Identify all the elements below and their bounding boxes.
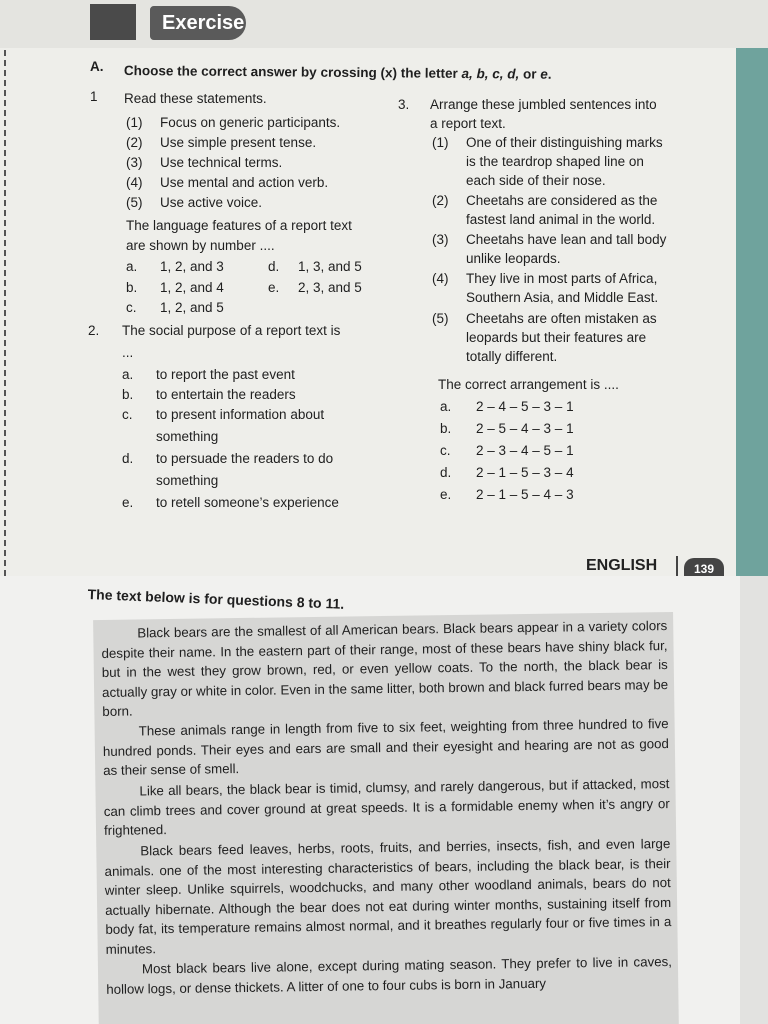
sentence-text: They live in most parts of Africa, <box>466 271 658 286</box>
sentence-text: unlike leopards. <box>466 251 561 266</box>
option-text: 1, 2, and 5 <box>160 300 224 315</box>
section-title: Exercise <box>162 12 245 34</box>
reading-page <box>0 576 768 1024</box>
option-text: 2, 3, and 5 <box>298 280 362 295</box>
section-marker <box>90 4 136 40</box>
option-letter: b. <box>440 421 452 436</box>
option-letter: b. <box>122 387 134 402</box>
sentence-number: (3) <box>432 232 449 247</box>
reading-text-box <box>93 612 679 1024</box>
statement-number: (5) <box>126 195 143 210</box>
option-text: 2 – 1 – 5 – 4 – 3 <box>476 487 574 502</box>
paragraph-1: Black bears are the smallest of all American bears. Black bears appear in a variety colors despite their name. In the eastern part of their range, most of these bears have shiny black fur, but in the west they grow brown, red, or even yellow coats. To the north, the black bear is actually gray or white in color. Even in the same litter, both brown and black furred bears may be born. <box>101 618 669 719</box>
page-number: 139 <box>684 558 724 576</box>
sentence-text: Southern Asia, and Middle East. <box>466 290 659 305</box>
footer-subject: ENGLISH <box>586 557 658 574</box>
option-letter: e. <box>440 487 452 502</box>
option-text: 1, 2, and 3 <box>160 259 224 274</box>
sentence-number: (4) <box>432 271 449 286</box>
sentence-text: One of their distinguishing marks <box>466 135 663 150</box>
option-text: 2 – 1 – 5 – 3 – 4 <box>476 465 574 480</box>
paragraph-2: These animals range in length from five to six feet, weighting from three hundred to five hundred ponds. Their eyes and ears are small and their eyesight and hearing are not as good as their sense of smell. <box>102 716 669 778</box>
instruction-letter: A. <box>90 59 104 74</box>
paragraph-5: Most black bears live alone, except during mating season. They prefer to live in caves, hollow logs, or dense thickets. A litter of one to four cubs is born in January <box>106 954 673 997</box>
option-letter: d. <box>268 259 280 274</box>
sentence-text: fastest land animal in the world. <box>466 212 656 227</box>
option-letter: d. <box>122 451 134 466</box>
option-text: 2 – 3 – 4 – 5 – 1 <box>476 443 574 458</box>
option-letter: e. <box>268 280 280 295</box>
sentence-text: Cheetahs have lean and tall body <box>466 232 667 247</box>
statement-text: Focus on generic participants. <box>160 115 341 130</box>
q2-number: 2. <box>88 323 100 338</box>
sentence-text: each side of their nose. <box>466 173 606 188</box>
sentence-number: (2) <box>432 193 449 208</box>
q3-number: 3. <box>398 97 410 112</box>
instruction: Choose the correct answer by crossing (x) the letter a, b, c, d, or e. <box>123 62 552 82</box>
option-letter: a. <box>440 399 452 414</box>
q1-prompt: Read these statements. <box>124 91 267 106</box>
q3-stem: The correct arrangement is .... <box>438 377 619 392</box>
statement-number: (1) <box>126 115 143 130</box>
option-letter: c. <box>440 443 451 458</box>
q1-stem-line1: The language features of a report text <box>126 218 352 233</box>
statement-number: (2) <box>126 135 143 150</box>
sentence-text: Cheetahs are considered as the <box>466 193 658 208</box>
option-text: to entertain the readers <box>156 387 296 402</box>
q3-prompt-line2: a report text. <box>430 116 506 131</box>
footer-divider <box>676 556 678 576</box>
sentence-number: (5) <box>432 311 449 326</box>
option-text: to report the past event <box>156 367 295 382</box>
sentence-text: is the teardrop shaped line on <box>466 154 644 169</box>
reading-heading: The text below is for questions 8 to 11. <box>87 586 345 612</box>
paragraph-3: Like all bears, the black bear is timid, clumsy, and rarely dangerous, but if attacked, most can climb trees and cover ground at great speeds. It is a formidable enemy when it’s angry or frightened. <box>103 776 670 838</box>
q2-prompt-cont: ... <box>122 345 134 360</box>
statement-number: (4) <box>126 175 143 190</box>
option-letter: c. <box>126 300 137 315</box>
sentence-text: Cheetahs are often mistaken as <box>466 311 657 326</box>
q2-prompt: The social purpose of a report text is <box>122 323 341 338</box>
option-text: something <box>156 473 219 488</box>
option-letter: b. <box>126 280 138 295</box>
statement-number: (3) <box>126 155 143 170</box>
option-letter: a. <box>122 367 134 382</box>
option-text: to retell someone’s experience <box>156 495 339 510</box>
option-text: 1, 3, and 5 <box>298 259 362 274</box>
section-title-tab <box>150 6 246 40</box>
statement-text: Use technical terms. <box>160 155 283 170</box>
sentence-text: totally different. <box>466 349 558 364</box>
page-gutter <box>740 576 768 1024</box>
option-text: 1, 2, and 4 <box>160 280 224 295</box>
option-letter: a. <box>126 259 138 274</box>
background-edge <box>736 0 768 576</box>
sentence-text: leopards but their features are <box>466 330 647 345</box>
paragraph-4: Black bears feed leaves, herbs, roots, fruits, and berries, insects, fish, and even large animals. one of the most interesting characteristics of bears, including the black bear, is their winter sleep. Unlike squirrels, woodchucks, and many other woodland animals, bears do not actually hibernate. Although the bear does not eat during winter months, sustaining itself from body fat, its temperature remains almost normal, and it breathes regularly four or five times in a minutes. <box>104 836 672 957</box>
q3-prompt-line1: Arrange these jumbled sentences into <box>430 97 657 112</box>
statement-text: Use active voice. <box>160 195 263 210</box>
binding-edge <box>4 0 10 576</box>
option-text: 2 – 5 – 4 – 3 – 1 <box>476 421 574 436</box>
statement-text: Use simple present tense. <box>160 135 317 150</box>
option-letter: e. <box>122 495 134 510</box>
option-text: 2 – 4 – 5 – 3 – 1 <box>476 399 574 414</box>
option-text: to persuade the readers to do <box>156 451 334 466</box>
option-letter: d. <box>440 465 452 480</box>
q1-number: 1 <box>90 89 98 104</box>
option-text: to present information about <box>156 407 325 422</box>
q1-stem-line2: are shown by number .... <box>126 238 275 253</box>
option-letter: c. <box>122 407 133 422</box>
statement-text: Use mental and action verb. <box>160 175 329 190</box>
sentence-number: (1) <box>432 135 449 150</box>
option-text: something <box>156 429 219 444</box>
